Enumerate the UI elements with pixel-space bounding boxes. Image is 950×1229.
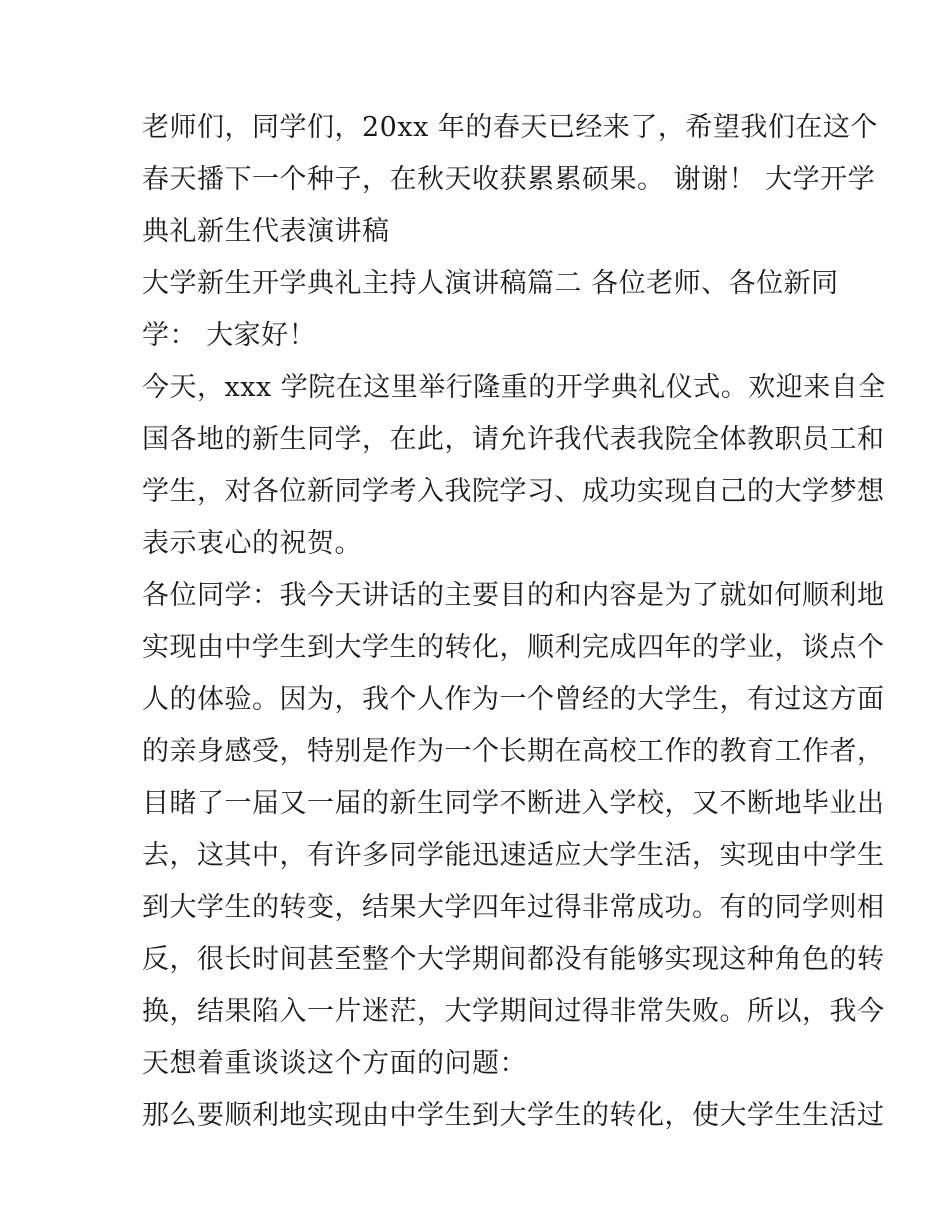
text-line: 到大学生的转变，结果大学四年过得非常成功。有的同学则相 [142, 892, 885, 923]
text-line: 春天播下一个种子，在秋天收获累累硕果。 谢谢！ 大学开学 [142, 164, 876, 195]
text-line: 换，结果陷入一片迷茫，大学期间过得非常失败。所以，我今 [142, 996, 885, 1027]
text-line: 人的体验。因为，我个人作为一个曾经的大学生，有过这方面 [142, 684, 885, 715]
text-line: 各位同学：我今天讲话的主要目的和内容是为了就如何顺利地 [142, 580, 885, 611]
text-line: 今天，xxx 学院在这里举行隆重的开学典礼仪式。欢迎来自全 [142, 372, 886, 403]
text-line: 的亲身感受，特别是作为一个长期在高校工作的教育工作者， [142, 736, 885, 767]
text-line: 典礼新生代表演讲稿 [142, 216, 390, 247]
text-line: 表示衷心的祝贺。 [142, 528, 362, 559]
text-line: 大学新生开学典礼主持人演讲稿篇二 各位老师、各位新同 [142, 268, 839, 299]
text-line: 去，这其中，有许多同学能迅速适应大学生活，实现由中学生 [142, 840, 885, 871]
text-line: 老师们，同学们，20xx 年的春天已经来了，希望我们在这个 [142, 112, 878, 143]
text-line: 国各地的新生同学，在此，请允许我代表我院全体教职员工和 [142, 424, 885, 455]
text-line: 实现由中学生到大学生的转化，顺利完成四年的学业，谈点个 [142, 632, 885, 663]
text-line: 目睹了一届又一届的新生同学不断进入学校，又不断地毕业出 [142, 788, 885, 819]
text-line: 学生，对各位新同学考入我院学习、成功实现自己的大学梦想 [142, 476, 885, 507]
text-line: 学： 大家好！ [142, 320, 317, 351]
text-line: 那么要顺利地实现由中学生到大学生的转化，使大学生生活过 [142, 1100, 885, 1131]
text-line: 天想着重谈谈这个方面的问题： [142, 1048, 527, 1079]
text-line: 反，很长时间甚至整个大学期间都没有能够实现这种角色的转 [142, 944, 885, 975]
